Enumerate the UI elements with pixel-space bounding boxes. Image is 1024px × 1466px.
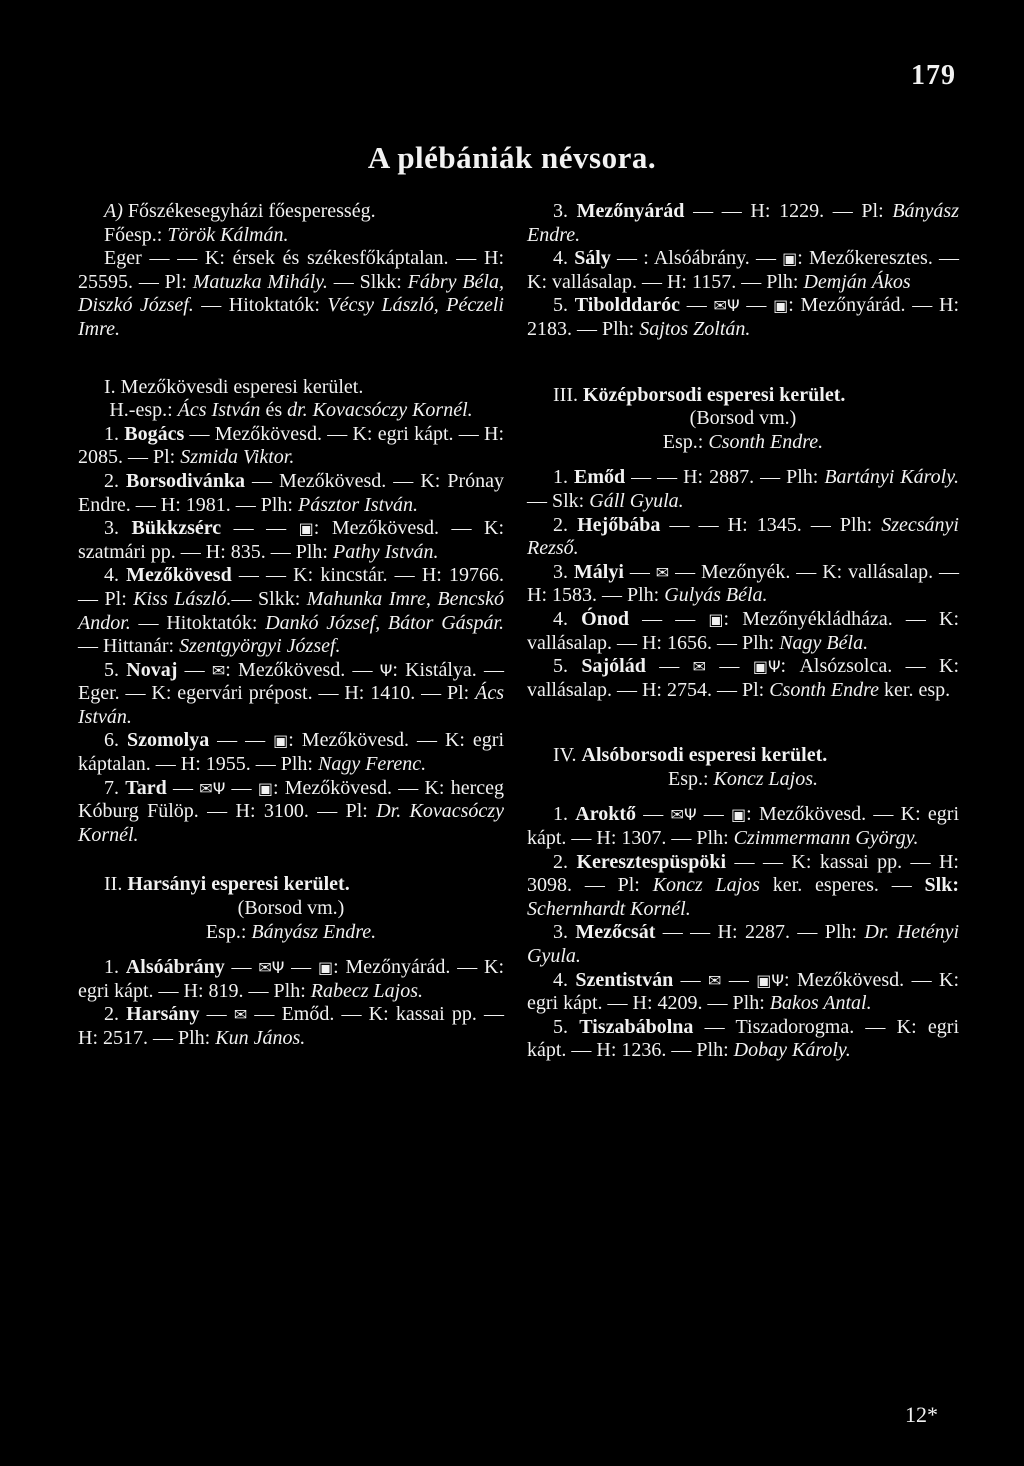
left-entry: 6. Szomolya — — ▣: Mezőkövesd. — K: egri káptalan. — H: 1955. — Plh: Nagy Ferenc. — [78, 729, 505, 776]
right-entry: (Borsod vm.) — [689, 407, 797, 430]
left-entry: A) Főszékesegyházi főesperesség. — [104, 200, 376, 222]
right-entry: Esp.: Koncz Lajos. — [667, 767, 819, 790]
left-entry: Esp.: Bányász Endre. — [205, 920, 377, 943]
left-entry: H.-esp.: Ács István és dr. Kovacsóczy Kornél. — [109, 399, 473, 422]
right-entry: 4. Szentistván — ✉ — ▣Ψ: Mezőkövesd. — K: egri kápt. — H: 4209. — Plh: Bakos Antal. — [527, 968, 959, 1015]
left-entry: Eger — — K: érsek és székesfőkáptalan. — H: 25595. — Pl: Matuzka Mihály. — Slkk: Fábry Béla, Diszkó József. — Hitoktatók: Vécsy László, Péczeli Imre. — [78, 247, 504, 340]
page-heading: A plébániák névsora. — [367, 140, 657, 175]
right-entry: IV. Alsóborsodi esperesi kerület. — [553, 744, 828, 767]
left-entry: 7. Tard — ✉Ψ — ▣: Mezőkövesd. — K: herceg Kóburg Fülöp. — H: 3100. — Pl: Dr. Kovacsóczy Kornél. — [78, 776, 505, 846]
right-entry: 5. Tibolddaróc — ✉Ψ — ▣: Mezőnyárád. — H: 2183. — Plh: Sajtos Zoltán. — [527, 294, 960, 340]
left-entry: 2. Harsány — ✉ — Emőd. — K: kassai pp. — H: 2517. — Plh: Kun János. — [78, 1003, 505, 1049]
left-entry: Főesp.: Török Kálmán. — [104, 223, 289, 246]
left-entry — [78, 342, 504, 376]
right-entry — [527, 702, 959, 744]
right-entry: 3. Mezőnyárád — — H: 1229. — Pl: Bányász Endre. — [527, 200, 959, 246]
left-entry: (Borsod vm.) — [237, 897, 345, 920]
right-entry: 3. Mályi — ✉ — Mezőnyék. — K: vallásalap. — H: 1583. — Plh: Gulyás Béla. — [527, 560, 960, 607]
right-entry: 1. Aroktő — ✉Ψ — ▣: Mezőkövesd. — K: egri kápt. — H: 1307. — Plh: Czimmermann György. — [527, 803, 960, 850]
left-entry: 1. Alsóábrány — ✉Ψ — ▣: Mezőnyárád. — K: egri kápt. — H: 819. — Plh: Rabecz Lajos. — [78, 956, 505, 1002]
right-entry: III. Középborsodi esperesi kerület. — [553, 383, 846, 406]
right-entry: 3. Mezőcsát — — H: 2287. — Plh: Dr. Hetényi Gyula. — [527, 921, 960, 968]
left-entry: II. Harsányi esperesi kerület. — [104, 873, 350, 896]
left-entry: 3. Bükkzsérc — — ▣: Mezőkövesd. — K: szatmári pp. — H: 835. — Plh: Pathy István. — [78, 517, 505, 563]
left-entry — [78, 944, 504, 956]
right-entry — [527, 342, 959, 384]
left-entry: 5. Novaj — ✉: Mezőkövesd. — Ψ: Kistálya. — Eger. — K: egervári prépost. — H: 1410. — Pl: Ács István. — [78, 658, 504, 728]
left-entry: I. Mezőkövesdi esperesi kerület. — [104, 375, 364, 398]
right-column — [527, 200, 959, 1063]
right-entry — [527, 791, 959, 803]
left-entry — [78, 847, 504, 873]
right-entry: 5. Sajólád — ✉ — ▣Ψ: Alsózsolca. — K: vallásalap. — H: 2754. — Pl: Csonth Endre ker. esp. — [527, 655, 960, 701]
left-entry: 4. Mezőkövesd — — K: kincstár. — H: 19766. — Pl: Kiss László.— Slkk: Mahunka Imre, Bencskó Andor. — Hitoktatók: Dankó József, Bátor Gáspár. — Hittanár: Szentgyörgyi József. — [78, 564, 505, 658]
right-entry: Esp.: Csonth Endre. — [662, 430, 824, 453]
left-entry: 1. Bogács — Mezőkövesd. — K: egri kápt. — H: 2085. — Pl: Szmida Viktor. — [78, 422, 505, 469]
right-entry — [527, 454, 959, 466]
right-entry: 5. Tiszabábolna — Tiszadorogma. — K: egri kápt. — H: 1236. — Plh: Dobay Károly. — [527, 1015, 960, 1062]
left-column — [78, 200, 504, 1051]
left-entry: 2. Borsodivánka — Mezőkövesd. — K: Prónay Endre. — H: 1981. — Plh: Pásztor István. — [78, 469, 505, 516]
signature-mark: 12* — [905, 1402, 938, 1427]
right-entry: 2. Hejőbába — — H: 1345. — Plh: Szecsányi Rezső. — [527, 513, 959, 560]
page-number: 179 — [911, 60, 956, 91]
right-entry: 2. Keresztespüspöki — — K: kassai pp. — H: 3098. — Pl: Koncz Lajos ker. esperes. — Slk: Schernhardt Kornél. — [527, 850, 959, 920]
right-entry: 1. Emőd — — H: 2887. — Plh: Bartányi Károly. — Slk: Gáll Gyula. — [527, 466, 960, 512]
right-entry: 4. Ónod — — ▣: Mezőnyékládháza. — K: vallásalap. — H: 1656. — Plh: Nagy Béla. — [527, 607, 960, 654]
right-entry: 4. Sály — : Alsóábrány. — ▣: Mezőkeresztes. — K: vallásalap. — H: 1157. — Plh: Demján Ákos — [527, 247, 959, 293]
